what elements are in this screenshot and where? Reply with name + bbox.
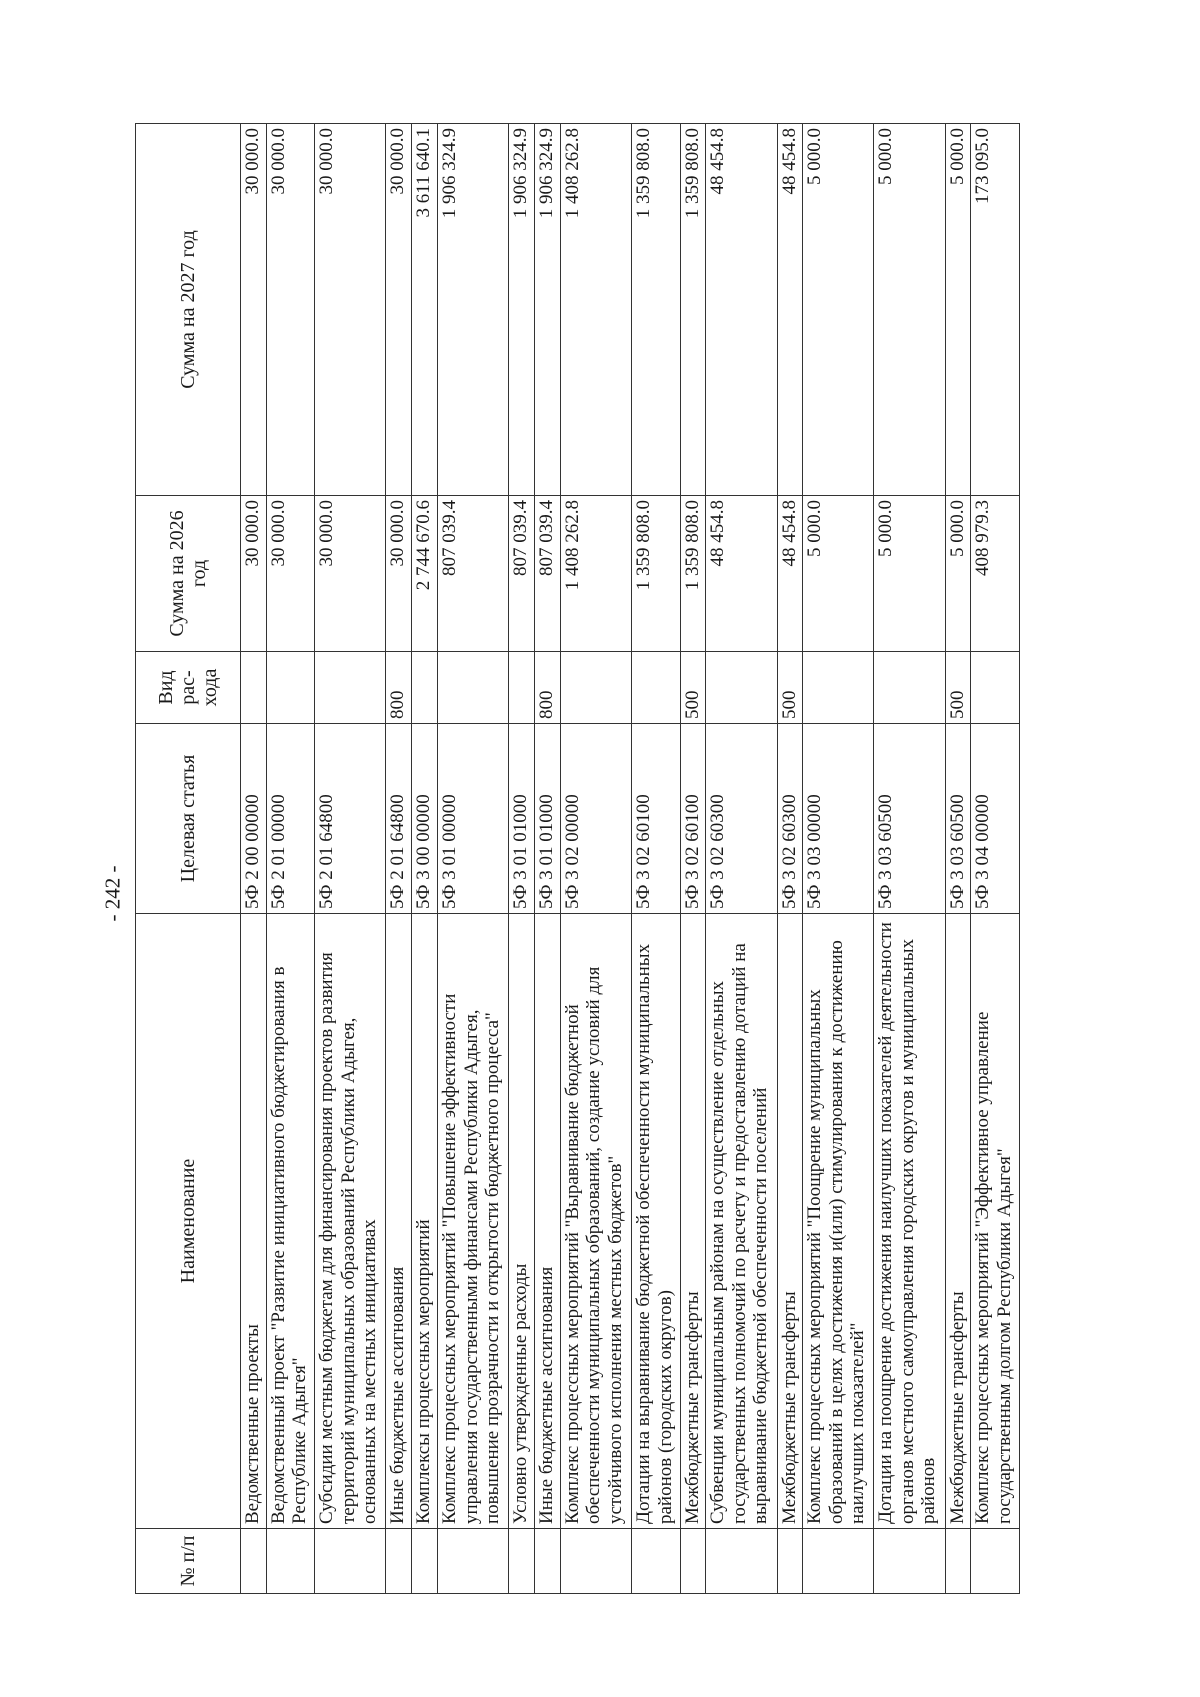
cell-name: Комплексы процессных мероприятий — [412, 914, 438, 1529]
cell-sum-2026: 807 039.4 — [509, 496, 535, 652]
cell-name: Комплекс процессных мероприятий "Поощрение муниципальных образований в целях достижения и(или) стимулирования к достижению наилучших показателей" — [803, 914, 874, 1529]
cell-target: 5Ф 2 01 00000 — [266, 724, 314, 914]
cell-kind — [241, 652, 267, 724]
cell-num — [241, 1529, 267, 1594]
cell-name: Дотации на поощрение достижения наилучших показателей деятельности органов местного самоуправления городских округов и муниципальных районов — [874, 914, 945, 1529]
budget-table-container — [135, 124, 1020, 1594]
cell-num — [266, 1529, 314, 1594]
cell-kind — [971, 652, 1020, 724]
cell-sum-2026: 48 454.8 — [777, 496, 803, 652]
cell-target: 5Ф 3 02 60100 — [632, 724, 680, 914]
cell-target: 5Ф 3 02 60100 — [680, 724, 706, 914]
cell-sum-2027: 1 359 808.0 — [680, 124, 706, 496]
cell-sum-2027: 5 000.0 — [874, 124, 945, 496]
cell-kind — [438, 652, 509, 724]
table-row — [412, 124, 438, 1594]
cell-sum-2027: 3 611 640.1 — [412, 124, 438, 496]
table-row — [680, 124, 706, 1594]
cell-sum-2026: 48 454.8 — [706, 496, 777, 652]
cell-sum-2027: 1 906 324.9 — [438, 124, 509, 496]
cell-num — [945, 1529, 971, 1594]
cell-sum-2027: 30 000.0 — [266, 124, 314, 496]
cell-kind — [412, 652, 438, 724]
cell-kind: 800 — [535, 652, 561, 724]
header-kind: Вид рас- хода — [136, 652, 241, 724]
cell-num — [509, 1529, 535, 1594]
cell-target: 5Ф 3 01 01000 — [509, 724, 535, 914]
header-target: Целевая статья — [136, 724, 241, 914]
table-row — [535, 124, 561, 1594]
cell-kind: 800 — [386, 652, 412, 724]
table-row — [266, 124, 314, 1594]
cell-kind — [509, 652, 535, 724]
cell-sum-2026: 807 039.4 — [535, 496, 561, 652]
cell-sum-2027: 1 408 262.8 — [560, 124, 631, 496]
cell-name: Субсидии местным бюджетам для финансирования проектов развития территорий муниципальных образований Республики Адыгея, основанных на местных инициативах — [315, 914, 386, 1529]
cell-name: Субвенции муниципальным районам на осуществление отдельных государственных полномочий по расчету и предоставлению дотаций на выравнивание бюджетной обеспеченности поселений — [706, 914, 777, 1529]
cell-target: 5Ф 3 03 60500 — [945, 724, 971, 914]
cell-kind — [560, 652, 631, 724]
cell-kind: 500 — [777, 652, 803, 724]
cell-num — [632, 1529, 680, 1594]
cell-sum-2026: 408 979.3 — [971, 496, 1020, 652]
cell-num — [386, 1529, 412, 1594]
cell-target: 5Ф 3 02 60300 — [706, 724, 777, 914]
cell-target: 5Ф 3 00 00000 — [412, 724, 438, 914]
cell-sum-2026: 30 000.0 — [241, 496, 267, 652]
table-row — [509, 124, 535, 1594]
table-row — [874, 124, 945, 1594]
table-header-row — [136, 124, 241, 1594]
cell-kind — [632, 652, 680, 724]
cell-target: 5Ф 2 00 00000 — [241, 724, 267, 914]
table-row — [777, 124, 803, 1594]
cell-num — [680, 1529, 706, 1594]
table-row — [803, 124, 874, 1594]
cell-sum-2027: 5 000.0 — [945, 124, 971, 496]
cell-name: Межбюджетные трансферты — [680, 914, 706, 1529]
cell-sum-2026: 1 359 808.0 — [680, 496, 706, 652]
cell-name: Иные бюджетные ассигнования — [386, 914, 412, 1529]
cell-sum-2026: 807 039.4 — [438, 496, 509, 652]
cell-name: Межбюджетные трансферты — [777, 914, 803, 1529]
cell-target: 5Ф 3 02 60300 — [777, 724, 803, 914]
cell-num — [803, 1529, 874, 1594]
cell-sum-2026: 2 744 670.6 — [412, 496, 438, 652]
cell-num — [971, 1529, 1020, 1594]
table-row — [945, 124, 971, 1594]
cell-target: 5Ф 3 04 00000 — [971, 724, 1020, 914]
cell-target: 5Ф 3 03 60500 — [874, 724, 945, 914]
cell-sum-2027: 30 000.0 — [241, 124, 267, 496]
cell-sum-2026: 5 000.0 — [945, 496, 971, 652]
cell-name: Межбюджетные трансферты — [945, 914, 971, 1529]
table-row — [438, 124, 509, 1594]
cell-name: Ведомственный проект "Развитие инициативного бюджетирования в Республике Адыгея" — [266, 914, 314, 1529]
table-row — [971, 124, 1020, 1594]
cell-kind — [803, 652, 874, 724]
cell-num — [874, 1529, 945, 1594]
table-row — [241, 124, 267, 1594]
cell-name: Ведомственные проекты — [241, 914, 267, 1529]
cell-num — [560, 1529, 631, 1594]
cell-name: Дотации на выравнивание бюджетной обеспеченности муниципальных районов (городских округов) — [632, 914, 680, 1529]
header-sum-2026: Сумма на 2026 год — [136, 496, 241, 652]
cell-name: Условно утвержденные расходы — [509, 914, 535, 1529]
cell-sum-2027: 30 000.0 — [386, 124, 412, 496]
cell-target: 5Ф 3 01 00000 — [438, 724, 509, 914]
cell-sum-2026: 1 408 262.8 — [560, 496, 631, 652]
header-num: № п/п — [136, 1529, 241, 1594]
cell-name: Комплекс процессных мероприятий "Выравнивание бюджетной обеспеченности муниципальных образований, создание условий для устойчивого исполнения местных бюджетов" — [560, 914, 631, 1529]
cell-sum-2026: 30 000.0 — [386, 496, 412, 652]
cell-num — [438, 1529, 509, 1594]
cell-sum-2026: 5 000.0 — [874, 496, 945, 652]
cell-name: Комплекс процессных мероприятий "Эффективное управление государственным долгом Республики Адыгея" — [971, 914, 1020, 1529]
table-row — [632, 124, 680, 1594]
cell-target: 5Ф 2 01 64800 — [315, 724, 386, 914]
header-name: Наименование — [136, 914, 241, 1529]
cell-kind — [315, 652, 386, 724]
cell-target: 5Ф 3 03 00000 — [803, 724, 874, 914]
cell-num — [535, 1529, 561, 1594]
cell-num — [412, 1529, 438, 1594]
cell-sum-2026: 1 359 808.0 — [632, 496, 680, 652]
cell-sum-2026: 30 000.0 — [315, 496, 386, 652]
header-sum-2027: Сумма на 2027 год — [136, 124, 241, 496]
cell-sum-2027: 1 906 324.9 — [535, 124, 561, 496]
cell-sum-2027: 30 000.0 — [315, 124, 386, 496]
cell-kind: 500 — [945, 652, 971, 724]
cell-target: 5Ф 2 01 64800 — [386, 724, 412, 914]
cell-kind — [266, 652, 314, 724]
cell-sum-2027: 1 359 808.0 — [632, 124, 680, 496]
page-number: - 242 - — [100, 865, 125, 921]
cell-num — [315, 1529, 386, 1594]
cell-target: 5Ф 3 02 00000 — [560, 724, 631, 914]
cell-num — [706, 1529, 777, 1594]
cell-sum-2026: 5 000.0 — [803, 496, 874, 652]
cell-target: 5Ф 3 01 01000 — [535, 724, 561, 914]
table-row — [560, 124, 631, 1594]
cell-kind — [706, 652, 777, 724]
cell-kind — [874, 652, 945, 724]
cell-sum-2027: 1 906 324.9 — [509, 124, 535, 496]
cell-name: Иные бюджетные ассигнования — [535, 914, 561, 1529]
budget-table — [135, 123, 1020, 1594]
cell-num — [777, 1529, 803, 1594]
table-row — [386, 124, 412, 1594]
cell-name: Комплекс процессных мероприятий "Повышение эффективности управления государственными финансами Республики Адыгея, повышение прозрачности и открытости бюджетного процесса" — [438, 914, 509, 1529]
table-row — [315, 124, 386, 1594]
cell-kind: 500 — [680, 652, 706, 724]
cell-sum-2026: 30 000.0 — [266, 496, 314, 652]
cell-sum-2027: 48 454.8 — [777, 124, 803, 496]
cell-sum-2027: 5 000.0 — [803, 124, 874, 496]
cell-sum-2027: 173 095.0 — [971, 124, 1020, 496]
table-row — [706, 124, 777, 1594]
cell-sum-2027: 48 454.8 — [706, 124, 777, 496]
